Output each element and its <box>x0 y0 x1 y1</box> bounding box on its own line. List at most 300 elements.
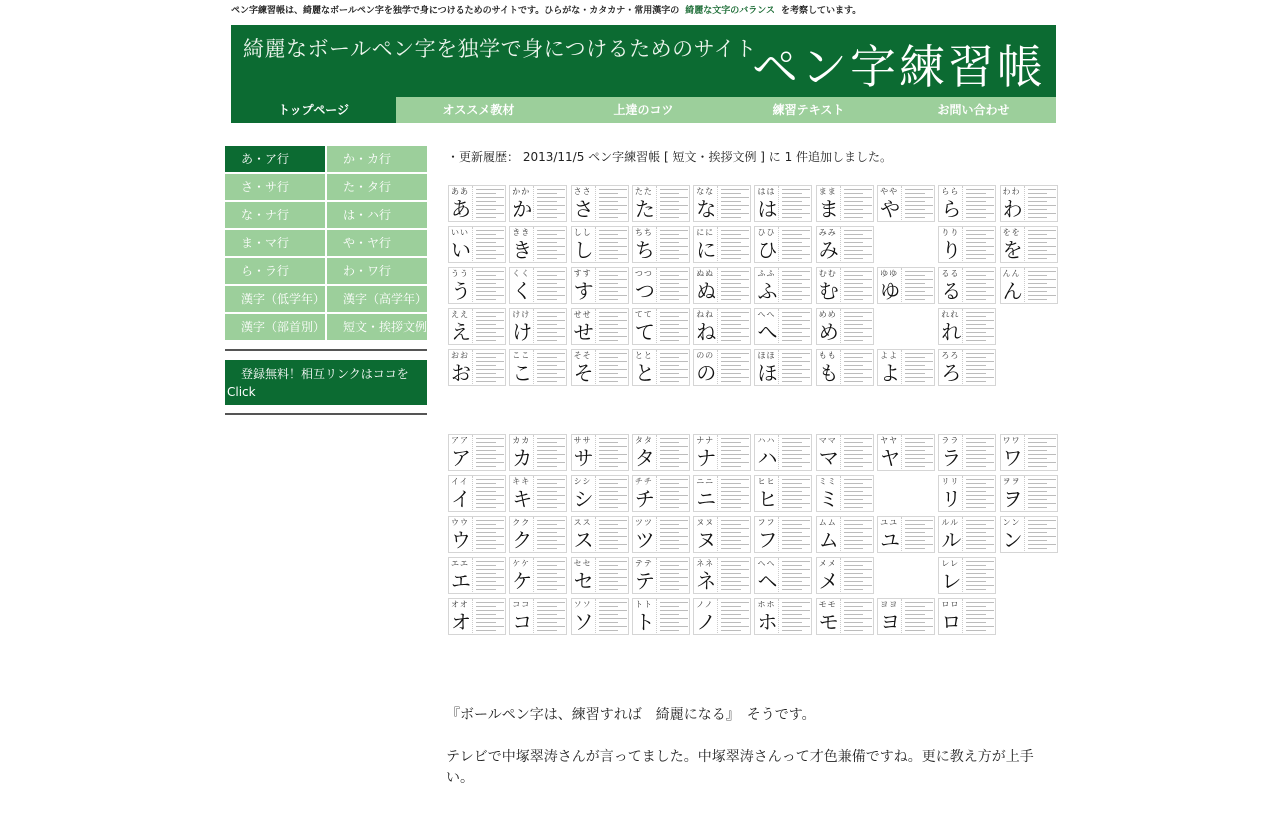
sheet-main-char: コ <box>512 610 533 634</box>
sheet-small-chars: ハハ <box>757 436 776 445</box>
hiragana-practice-sheet[interactable] <box>1000 185 1058 222</box>
sheet-main-char: よ <box>880 361 901 385</box>
sheet-guide-lines <box>721 602 749 634</box>
sheet-main-char: ヤ <box>880 446 901 470</box>
nav-contact[interactable]: お問い合わせ <box>891 97 1056 123</box>
hiragana-practice-sheet[interactable] <box>448 185 506 222</box>
katakana-practice-sheet[interactable] <box>938 516 996 553</box>
sheet-guide-lines <box>1028 189 1056 221</box>
sheet-small-chars: ンン <box>1002 518 1021 527</box>
sheet-guide-lines <box>844 230 872 262</box>
sidebar-item-ma-row[interactable]: ま・マ行 <box>225 230 325 256</box>
sheet-guide-lines <box>599 230 627 262</box>
sheet-guide-lines <box>905 602 933 634</box>
sidebar-menu <box>225 146 427 340</box>
hiragana-practice-sheet[interactable] <box>754 349 812 386</box>
sheet-small-chars: エエ <box>451 559 469 568</box>
sheet-guide-lines <box>844 479 872 511</box>
sheet-guide-lines <box>905 271 933 303</box>
sheet-small-chars: んん <box>1002 269 1021 278</box>
hiragana-practice-sheet[interactable] <box>816 308 874 345</box>
hiragana-practice-sheet[interactable] <box>509 267 567 304</box>
katakana-practice-sheet[interactable] <box>816 516 874 553</box>
katakana-practice-sheet[interactable] <box>938 557 996 594</box>
katakana-practice-sheet[interactable] <box>509 516 567 553</box>
hiragana-practice-sheet[interactable] <box>632 308 690 345</box>
sheet-guide-lines <box>844 520 872 552</box>
sheet-main-char: は <box>757 197 778 221</box>
hiragana-practice-sheet[interactable] <box>509 226 567 263</box>
hiragana-practice-sheet[interactable] <box>632 226 690 263</box>
hiragana-practice-sheet[interactable] <box>1000 267 1058 304</box>
katakana-practice-sheet[interactable] <box>693 516 751 553</box>
katakana-practice-sheet[interactable] <box>877 516 935 553</box>
sheet-small-chars: ノノ <box>696 600 714 609</box>
nav-top-page[interactable]: トップページ <box>231 97 396 123</box>
hiragana-practice-sheet[interactable] <box>448 349 506 386</box>
sheet-main-char: レ <box>941 569 962 593</box>
sidebar-item-wa-row[interactable]: わ・ワ行 <box>327 258 427 284</box>
sheet-guide-lines <box>476 271 504 303</box>
sheet-main-char: ろ <box>941 361 962 385</box>
sheet-guide-lines <box>660 479 688 511</box>
sidebar-item-ta-row[interactable]: た・タ行 <box>327 174 427 200</box>
hiragana-practice-sheet[interactable] <box>754 308 812 345</box>
katakana-practice-sheet[interactable] <box>509 475 567 512</box>
katakana-practice-sheet[interactable] <box>632 434 690 471</box>
sheet-main-char: ふ <box>757 279 778 303</box>
sheet-small-chars: ふふ <box>757 269 776 278</box>
sheet-small-chars: とと <box>634 351 653 360</box>
sheet-small-chars: よよ <box>880 351 899 360</box>
sheet-main-char: オ <box>451 610 471 634</box>
katakana-practice-sheet[interactable] <box>938 475 996 512</box>
sheet-main-char: ヨ <box>880 610 901 634</box>
sheet-main-char: ワ <box>1002 446 1023 470</box>
update-history: ・更新履歴： 2013/11/5 ペン字練習帳 [ 短文・挨拶文例 ] に 1 件追加しました。 <box>447 150 893 164</box>
hiragana-practice-sheet[interactable] <box>693 185 751 222</box>
hiragana-practice-sheet[interactable] <box>693 308 751 345</box>
hiragana-practice-sheet[interactable] <box>571 308 629 345</box>
sheet-main-char: り <box>941 238 962 262</box>
sheet-main-char: モ <box>818 610 839 634</box>
sheet-main-char: メ <box>818 569 839 593</box>
hiragana-practice-sheet[interactable] <box>938 308 996 345</box>
katakana-practice-sheet[interactable] <box>1000 434 1058 471</box>
sheet-small-chars: なな <box>696 187 715 196</box>
sheet-main-char: く <box>512 279 533 303</box>
sidebar-item-a-row[interactable]: あ・ア行 <box>225 146 325 172</box>
sheet-small-chars: テテ <box>634 559 653 568</box>
hiragana-practice-sheet[interactable] <box>1000 226 1058 263</box>
empty-slot <box>877 226 935 263</box>
hiragana-practice-sheet[interactable] <box>448 226 506 263</box>
katakana-practice-sheet[interactable] <box>693 598 751 635</box>
sheet-main-char: ニ <box>696 487 717 511</box>
sidebar-divider <box>225 349 427 351</box>
nav-practice-text[interactable]: 練習テキスト <box>726 97 891 123</box>
katakana-practice-sheet[interactable] <box>1000 516 1058 553</box>
sheet-small-chars: ほほ <box>757 351 776 360</box>
sheet-small-chars: ヲヲ <box>1002 477 1021 486</box>
sheet-guide-lines <box>966 271 994 303</box>
sheet-main-char: み <box>818 238 839 262</box>
hiragana-practice-sheet[interactable] <box>693 267 751 304</box>
empty-slot <box>1000 349 1058 386</box>
sheet-guide-lines <box>660 520 688 552</box>
sheet-guide-lines <box>966 353 994 385</box>
sheet-small-chars: もも <box>818 351 837 360</box>
sheet-main-char: ぬ <box>696 279 717 303</box>
sheet-main-char: サ <box>573 446 594 470</box>
sheet-guide-lines <box>599 189 627 221</box>
katakana-practice-sheet[interactable] <box>571 475 629 512</box>
sheet-small-chars: レレ <box>941 559 960 568</box>
sheet-small-chars: ええ <box>451 310 469 319</box>
hiragana-practice-sheet[interactable] <box>571 267 629 304</box>
sheet-main-char: あ <box>451 197 471 221</box>
sheet-guide-lines <box>476 353 504 385</box>
sheet-small-chars: イイ <box>451 477 469 486</box>
banner-subtitle: 綺麗なボールペン字を独学で身につけるためのサイト <box>243 37 757 61</box>
sheet-small-chars: ウウ <box>451 518 469 527</box>
katakana-practice-sheet[interactable] <box>816 434 874 471</box>
main-nav <box>231 97 1056 123</box>
katakana-practice-sheet[interactable] <box>754 516 812 553</box>
sheet-small-chars: たた <box>634 187 653 196</box>
hiragana-practice-sheet[interactable] <box>632 267 690 304</box>
hiragana-practice-sheet[interactable] <box>754 185 812 222</box>
sheet-guide-lines <box>599 479 627 511</box>
sheet-main-char: こ <box>512 361 533 385</box>
sheet-small-chars: ヒヒ <box>757 477 776 486</box>
sheet-main-char: シ <box>573 487 594 511</box>
sidebar-item-ka-row[interactable]: か・カ行 <box>327 146 427 172</box>
sheet-main-char: ね <box>696 320 717 344</box>
katakana-practice-sheet[interactable] <box>509 598 567 635</box>
sheet-small-chars: ヨヨ <box>880 600 899 609</box>
katakana-practice-sheet[interactable] <box>448 434 506 471</box>
sheet-main-char: ヲ <box>1002 487 1023 511</box>
katakana-practice-sheet[interactable] <box>816 475 874 512</box>
sheet-guide-lines <box>660 602 688 634</box>
sheet-main-char: ラ <box>941 446 962 470</box>
sheet-guide-lines <box>782 520 810 552</box>
sidebar-item-kanji-lower[interactable]: 漢字（低学年） <box>225 286 325 312</box>
katakana-practice-sheet[interactable] <box>571 516 629 553</box>
sheet-guide-lines <box>660 230 688 262</box>
sheet-main-char: わ <box>1002 197 1023 221</box>
katakana-practice-sheet[interactable] <box>1000 475 1058 512</box>
sheet-small-chars: おお <box>451 351 469 360</box>
nav-tips[interactable]: 上達のコツ <box>561 97 726 123</box>
katakana-practice-sheet[interactable] <box>448 598 506 635</box>
sheet-small-chars: スス <box>573 518 592 527</box>
sheet-guide-lines <box>599 520 627 552</box>
sidebar-item-ya-row[interactable]: や・ヤ行 <box>327 230 427 256</box>
sheet-small-chars: カカ <box>512 436 531 445</box>
katakana-practice-sheet[interactable] <box>632 557 690 594</box>
hiragana-practice-sheet[interactable] <box>693 226 751 263</box>
sheet-guide-lines <box>721 520 749 552</box>
hiragana-practice-sheet[interactable] <box>938 267 996 304</box>
sidebar-item-na-row[interactable]: な・ナ行 <box>225 202 325 228</box>
sheet-small-chars: ぬぬ <box>696 269 715 278</box>
katakana-practice-sheet[interactable] <box>754 557 812 594</box>
sheet-main-char: つ <box>634 279 655 303</box>
sheet-guide-lines <box>660 353 688 385</box>
sheet-main-char: に <box>696 238 717 262</box>
sheet-small-chars: ワワ <box>1002 436 1021 445</box>
sheet-guide-lines <box>966 312 994 344</box>
sheet-guide-lines <box>660 312 688 344</box>
sheet-main-char: ヌ <box>696 528 717 552</box>
sheet-main-char: チ <box>634 487 655 511</box>
sheet-small-chars: ユユ <box>880 518 899 527</box>
hiragana-practice-sheet[interactable] <box>448 267 506 304</box>
sheet-main-char: ゆ <box>880 279 901 303</box>
sheet-guide-lines <box>1028 479 1056 511</box>
sheet-small-chars: ヌヌ <box>696 518 715 527</box>
sheet-guide-lines <box>476 312 504 344</box>
sheet-small-chars: ろろ <box>941 351 960 360</box>
sheet-main-char: ツ <box>634 528 655 552</box>
sidebar-item-kanji-radical[interactable]: 漢字（部首別） <box>225 314 325 340</box>
sheet-small-chars: くく <box>512 269 531 278</box>
hiragana-practice-sheet[interactable] <box>816 267 874 304</box>
sheet-small-chars: りり <box>941 228 960 237</box>
katakana-practice-sheet[interactable] <box>632 598 690 635</box>
sheet-main-char: う <box>451 279 471 303</box>
hiragana-practice-sheet[interactable] <box>754 226 812 263</box>
hiragana-practice-sheet[interactable] <box>754 267 812 304</box>
sheet-small-chars: ネネ <box>696 559 715 568</box>
hiragana-practice-sheet[interactable] <box>632 349 690 386</box>
sheet-guide-lines <box>905 353 933 385</box>
katakana-practice-sheet[interactable] <box>693 434 751 471</box>
hiragana-practice-sheet[interactable] <box>571 226 629 263</box>
intro-paragraph: 『ボールペン字は、練習すれば 綺麗になる』 そうです。 <box>446 707 816 723</box>
sheet-guide-lines <box>537 230 565 262</box>
sheet-small-chars: まま <box>818 187 837 196</box>
sheet-main-char: セ <box>573 569 594 593</box>
sheet-main-char: リ <box>941 487 962 511</box>
sheet-small-chars: をを <box>1002 228 1021 237</box>
sheet-guide-lines <box>721 189 749 221</box>
nav-recommended[interactable]: オススメ教材 <box>396 97 561 123</box>
sheet-main-char: の <box>696 361 717 385</box>
sheet-main-char: キ <box>512 487 533 511</box>
sheet-guide-lines <box>782 230 810 262</box>
katakana-practice-sheet[interactable] <box>877 434 935 471</box>
sheet-main-char: ら <box>941 197 962 221</box>
katakana-practice-sheet[interactable] <box>632 516 690 553</box>
sheet-guide-lines <box>1028 520 1056 552</box>
sheet-main-char: そ <box>573 361 594 385</box>
sheet-main-char: と <box>634 361 655 385</box>
sheet-small-chars: ひひ <box>757 228 776 237</box>
sheet-small-chars: ささ <box>573 187 592 196</box>
katakana-practice-sheet[interactable] <box>632 475 690 512</box>
sheet-guide-lines <box>1028 271 1056 303</box>
sheet-guide-lines <box>476 479 504 511</box>
sheet-guide-lines <box>721 479 749 511</box>
katakana-practice-sheet[interactable] <box>571 434 629 471</box>
sidebar-item-short-sentences[interactable]: 短文・挨拶文例 <box>327 314 427 340</box>
sheet-guide-lines <box>905 189 933 221</box>
register-link-label: 登録無料！相互リンクはココをClick <box>227 367 409 399</box>
sheet-small-chars: いい <box>451 228 469 237</box>
sheet-small-chars: ココ <box>512 600 531 609</box>
katakana-practice-sheet[interactable] <box>448 557 506 594</box>
hiragana-practice-sheet[interactable] <box>877 267 935 304</box>
sheet-small-chars: アア <box>451 436 469 445</box>
hiragana-practice-sheet[interactable] <box>816 226 874 263</box>
sheet-guide-lines <box>599 312 627 344</box>
hiragana-practice-sheet[interactable] <box>693 349 751 386</box>
sheet-small-chars: ああ <box>451 187 469 196</box>
hiragana-practice-sheet[interactable] <box>509 349 567 386</box>
katakana-practice-sheet[interactable] <box>754 434 812 471</box>
katakana-practice-sheet[interactable] <box>816 598 874 635</box>
sheet-small-chars: わわ <box>1002 187 1021 196</box>
header-banner[interactable] <box>231 25 1056 97</box>
sheet-small-chars: ここ <box>512 351 531 360</box>
sheet-main-char: ウ <box>451 528 471 552</box>
hiragana-practice-sheet[interactable] <box>877 349 935 386</box>
katakana-practice-sheet[interactable] <box>509 557 567 594</box>
sheet-main-char: ソ <box>573 610 594 634</box>
sheet-small-chars: そそ <box>573 351 592 360</box>
sheet-guide-lines <box>721 230 749 262</box>
sheet-main-char: ユ <box>880 528 901 552</box>
katakana-practice-sheet[interactable] <box>877 598 935 635</box>
sheet-small-chars: うう <box>451 269 469 278</box>
sheet-main-char: ロ <box>941 610 962 634</box>
sheet-guide-lines <box>476 561 504 593</box>
hiragana-practice-sheet[interactable] <box>938 349 996 386</box>
katakana-practice-sheet[interactable] <box>816 557 874 594</box>
hiragana-practice-sheet[interactable] <box>571 185 629 222</box>
sheet-guide-lines <box>782 602 810 634</box>
sheet-guide-lines <box>660 189 688 221</box>
sheet-small-chars: やや <box>880 187 899 196</box>
sidebar-item-sa-row[interactable]: さ・サ行 <box>225 174 325 200</box>
hiragana-practice-sheet[interactable] <box>877 185 935 222</box>
katakana-practice-sheet[interactable] <box>571 557 629 594</box>
sheet-main-char: ノ <box>696 610 717 634</box>
hiragana-practice-sheet[interactable] <box>571 349 629 386</box>
sheet-main-char: テ <box>634 569 655 593</box>
sheet-guide-lines <box>537 271 565 303</box>
hiragana-practice-sheet[interactable] <box>938 185 996 222</box>
sheet-small-chars: れれ <box>941 310 960 319</box>
sheet-main-char: え <box>451 320 471 344</box>
sheet-guide-lines <box>844 353 872 385</box>
hiragana-practice-sheet[interactable] <box>632 185 690 222</box>
sheet-small-chars: ナナ <box>696 436 715 445</box>
hiragana-practice-sheet[interactable] <box>448 308 506 345</box>
sheet-main-char: な <box>696 197 717 221</box>
katakana-practice-sheet[interactable] <box>571 598 629 635</box>
hiragana-practice-sheet[interactable] <box>509 308 567 345</box>
katakana-sheet-grid <box>448 434 1058 635</box>
sheet-main-char: け <box>512 320 533 344</box>
sheet-main-char: ア <box>451 446 471 470</box>
sheet-guide-lines <box>844 602 872 634</box>
sidebar-item-ha-row[interactable]: は・ハ行 <box>327 202 427 228</box>
sheet-main-char: ネ <box>696 569 717 593</box>
sheet-guide-lines <box>721 561 749 593</box>
sheet-small-chars: ゆゆ <box>880 269 899 278</box>
sheet-main-char: て <box>634 320 655 344</box>
katakana-practice-sheet[interactable] <box>754 598 812 635</box>
sheet-small-chars: リリ <box>941 477 960 486</box>
katakana-practice-sheet[interactable] <box>938 598 996 635</box>
hiragana-practice-sheet[interactable] <box>509 185 567 222</box>
mutual-link-register-button[interactable] <box>225 360 427 405</box>
hiragana-practice-sheet[interactable] <box>938 226 996 263</box>
sheet-small-chars: かか <box>512 187 531 196</box>
sheet-small-chars: メメ <box>818 559 837 568</box>
sheet-small-chars: トト <box>634 600 653 609</box>
site-notice-text: ペン字練習帳は、綺麗なボールペン字を独学で身につけるためのサイトです。ひらがな・カタカナ・常用漢字の <box>231 6 680 16</box>
sheet-main-char: ほ <box>757 361 778 385</box>
katakana-practice-sheet[interactable] <box>448 475 506 512</box>
sheet-main-char: ひ <box>757 238 778 262</box>
sheet-guide-lines <box>599 561 627 593</box>
sheet-main-char: も <box>818 361 839 385</box>
sheet-main-char: ヘ <box>757 569 778 593</box>
empty-slot <box>1000 598 1058 635</box>
katakana-practice-sheet[interactable] <box>693 557 751 594</box>
hiragana-practice-sheet[interactable] <box>816 185 874 222</box>
katakana-practice-sheet[interactable] <box>938 434 996 471</box>
sheet-small-chars: ニニ <box>696 477 715 486</box>
sidebar-item-kanji-upper[interactable]: 漢字（高学年） <box>327 286 427 312</box>
katakana-practice-sheet[interactable] <box>509 434 567 471</box>
sheet-main-char: ヒ <box>757 487 778 511</box>
hiragana-practice-sheet[interactable] <box>816 349 874 386</box>
sheet-small-chars: セセ <box>573 559 592 568</box>
sheet-small-chars: のの <box>696 351 715 360</box>
sheet-small-chars: モモ <box>818 600 837 609</box>
sheet-main-char: た <box>634 197 655 221</box>
sidebar-item-ra-row[interactable]: ら・ラ行 <box>225 258 325 284</box>
sheet-small-chars: ケケ <box>512 559 530 568</box>
sheet-small-chars: ササ <box>573 436 592 445</box>
sheet-small-chars: はは <box>757 187 776 196</box>
sheet-small-chars: ルル <box>941 518 960 527</box>
sheet-guide-lines <box>844 438 872 470</box>
sheet-guide-lines <box>966 438 994 470</box>
katakana-practice-sheet[interactable] <box>754 475 812 512</box>
sheet-guide-lines <box>966 189 994 221</box>
sheet-small-chars: てて <box>634 310 653 319</box>
sheet-guide-lines <box>660 271 688 303</box>
sheet-small-chars: めめ <box>818 310 837 319</box>
sheet-guide-lines <box>721 438 749 470</box>
empty-slot <box>1000 557 1058 594</box>
sheet-guide-lines <box>599 271 627 303</box>
body-paragraph: テレビで中塚翠涛さんが言ってました。中塚翠涛さんって才色兼備ですね。更に教え方が上手い。 <box>446 749 1034 786</box>
site-notice-highlight[interactable]: 綺麗な文字のバランス <box>685 6 776 16</box>
sheet-guide-lines <box>660 561 688 593</box>
sheet-guide-lines <box>537 353 565 385</box>
katakana-practice-sheet[interactable] <box>448 516 506 553</box>
sheet-main-char: め <box>818 320 839 344</box>
katakana-practice-sheet[interactable] <box>693 475 751 512</box>
